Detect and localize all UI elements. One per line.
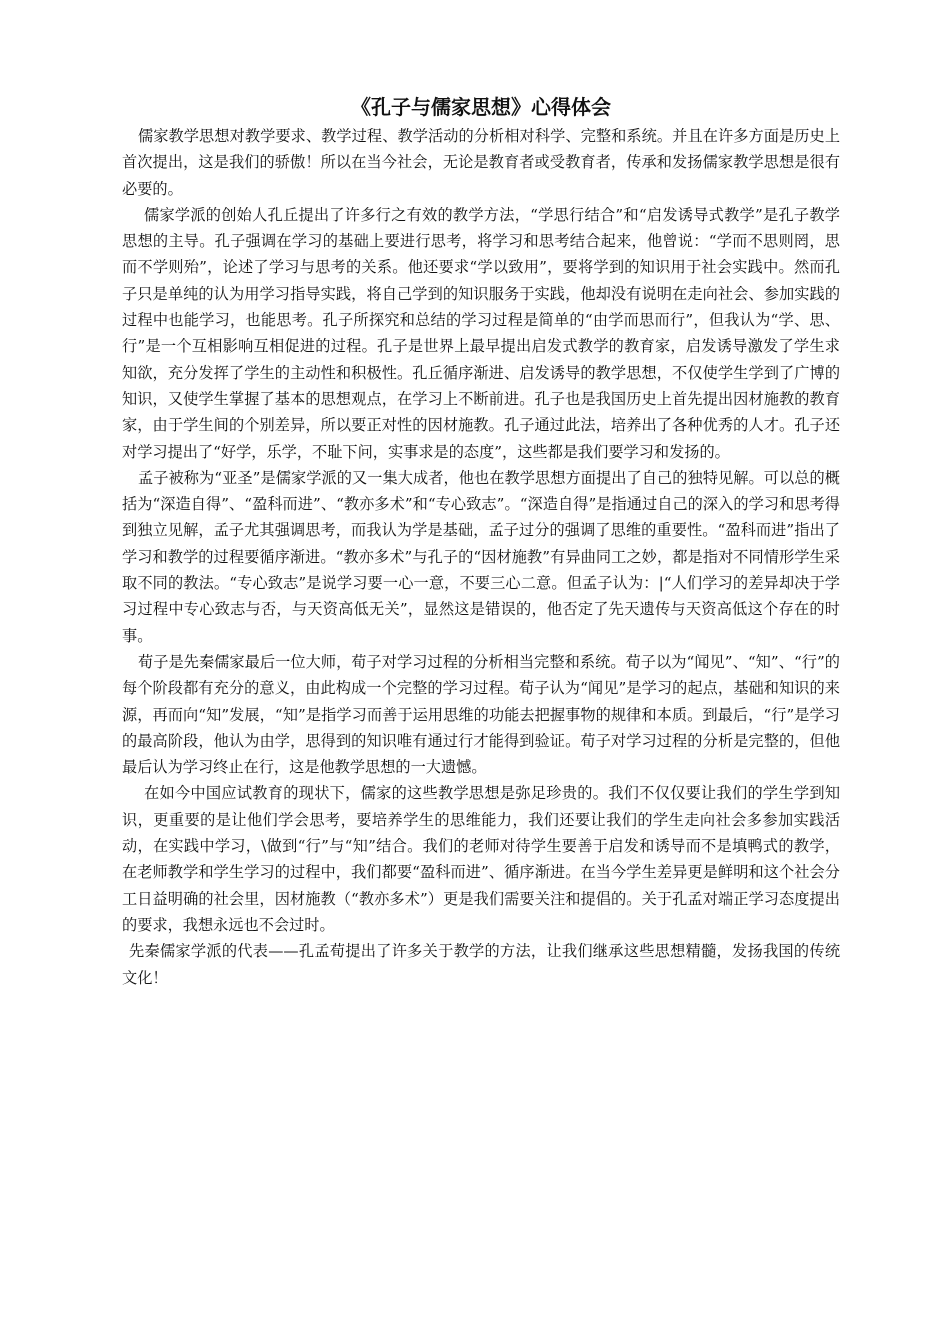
paragraph-3: 孟子被称为“亚圣”是儒家学派的又一集大成者，他也在教学思想方面提出了自己的独特见解。可以总的概括为“深造自得”、“盈科而进”、“教亦多术”和“专心致志”。“深造自得”是指通过自己的深入的学习和思考得到独立见解，孟子尤其强调思考，而我认为学是基础，孟子过分的强调了思维的重要性。“盈科而进”指出了学习和教学的过程要循序渐进。“教亦多术”与孔子的“因材施教”有异曲同工之妙，都是指对不同情形学生采取不同的教法。“专心致志”是说学习要一心一意，不要三心二意。但孟子认为：|“人们学习的差异却决于学习过程中专心致志与否，与天资高低无关”，显然这是错误的，他否定了先天遗传与天资高低这个存在的时事。 — [122, 468, 840, 645]
paragraph-2: 儒家学派的创始人孔丘提出了许多行之有效的教学方法，“学思行结合”和“启发诱导式教学”是孔子教学思想的主导。孔子强调在学习的基础上要进行思考，将学习和思考结合起来，他曾说：“学而不思则罔，思而不学则殆”，论述了学习与思考的关系。他还要求“学以致用”，要将学到的知识用于社会实践中。然而孔子只是单纯的认为用学习指导实践，将自己学到的知识服务于实践，他却没有说明在走向社会、参加实践的过程中也能学习，也能思考。孔子所探究和总结的学习过程是简单的“由学而思而行”，但我认为“学、思、行”是一个互相影响互相促进的过程。孔子是世界上最早提出启发式教学的教育家，启发诱导激发了学生求知欲，充分发挥了学生的主动性和积极性。孔丘循序渐进、启发诱导的教学思想，不仅使学生学到了广博的知识，又使学生掌握了基本的思想观点，在学习上不断前进。孔子也是我国历史上首先提出因材施教的教育家，由于学生间的个别差异，所以要正对性的因材施教。孔子通过此法，培养出了各种优秀的人才。孔子还对学习提出了“好学，乐学，不耻下问，实事求是的态度”，这些都是我们要学习和发扬的。 — [122, 205, 840, 461]
paragraph-4: 荀子是先秦儒家最后一位大师，荀子对学习过程的分析相当完整和系统。荀子以为“闻见”、“知”、“行”的每个阶段都有充分的意义，由此构成一个完整的学习过程。荀子认为“闻见”是学习的起点，基础和知识的来源，再而向“知”发展，“知”是指学习而善于运用思维的功能去把握事物的规律和本质。到最后，“行”是学习的最高阶段，他认为由学，思得到的知识唯有通过行才能得到验证。荀子对学习过程的分析是完整的，但他最后认为学习终止在行，这是他教学思想的一大遗憾。 — [122, 652, 840, 777]
document-page — [122, 92, 840, 991]
paragraph-1: 儒家教学思想对教学要求、教学过程、教学活动的分析相对科学、完整和系统。并且在许多方面是历史上首次提出，这是我们的骄傲！所以在当今社会，无论是教育者或受教育者，传承和发扬儒家教学思想是很有必要的。 — [122, 127, 840, 198]
document-title: 《孔子与儒家思想》心得体会 — [351, 95, 611, 119]
paragraph-5: 在如今中国应试教育的现状下，儒家的这些教学思想是弥足珍贵的。我们不仅仅要让我们的学生学到知识，更重要的是让他们学会思考，要培养学生的思维能力，我们还要让我们的学生走向社会多参加实践活动，在实践中学习，\做到“行”与“知”结合。我们的老师对待学生要善于启发和诱导而不是填鸭式的教学，在老师教学和学生学习的过程中，我们都要“盈科而进”、循序渐进。在当今学生差异更是鲜明和这个社会分工日益明确的社会里，因材施教（“教亦多术”）更是我们需要关注和提倡的。关于孔孟对端正学习态度提出的要求，我想永远也不会过时。 — [122, 784, 840, 934]
paragraph-6: 先秦儒家学派的代表——孔孟荀提出了许多关于教学的方法，让我们继承这些思想精髓，发扬我国的传统文化！ — [122, 942, 840, 987]
